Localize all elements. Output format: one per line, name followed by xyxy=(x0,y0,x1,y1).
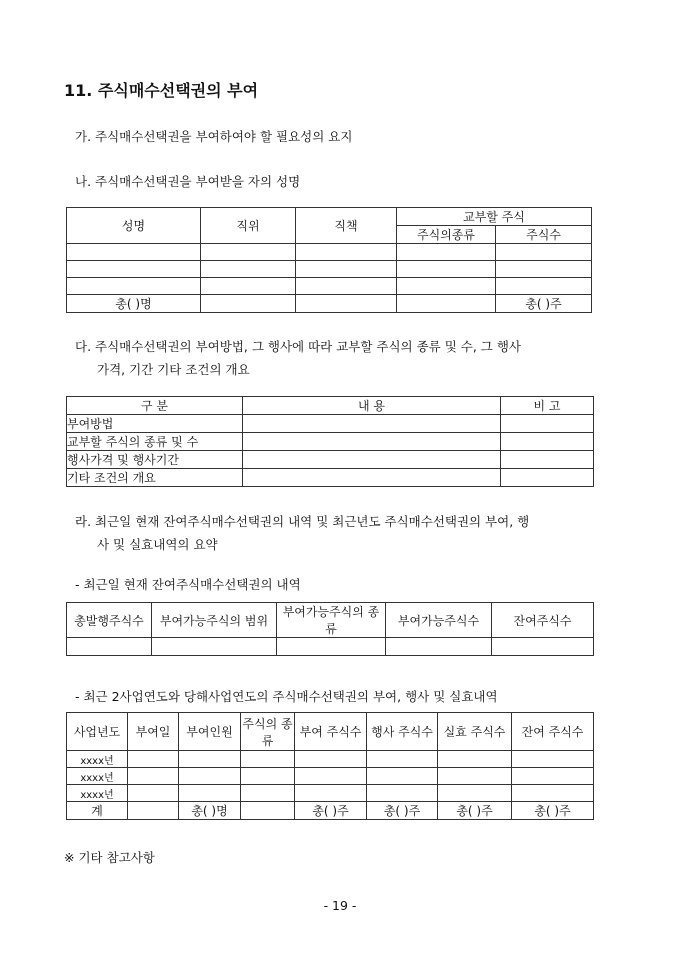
row-label: 행사가격 및 행사기간 xyxy=(67,451,243,469)
header: 부여가능주식의 종류 xyxy=(277,603,386,638)
total-people: 총( )명 xyxy=(179,802,241,820)
section-da xyxy=(75,335,521,381)
header: 잔여 주식수 xyxy=(512,713,594,751)
header: 사업년도 xyxy=(67,713,128,751)
remaining-options-table xyxy=(66,602,594,656)
header-share-count: 주식수 xyxy=(496,226,592,244)
section-na: 나. 주식매수선택권을 부여받을 자의 성명 xyxy=(75,174,301,189)
header: 부여일 xyxy=(128,713,179,751)
header-share-type: 주식의종류 xyxy=(397,226,496,244)
row-label: 기타 조건의 개요 xyxy=(67,469,243,487)
grant-method-table xyxy=(66,396,594,487)
total-expired: 총( )주 xyxy=(438,802,512,820)
header-category: 구 분 xyxy=(67,397,243,415)
total-granted: 총( )주 xyxy=(295,802,367,820)
note: ※ 기타 참고사항 xyxy=(64,850,155,865)
line: 가격, 기간 기타 조건의 개요 xyxy=(97,362,250,377)
year: xxxx년 xyxy=(67,785,128,802)
section-title: 11. 주식매수선택권의 부여 xyxy=(64,81,259,100)
total-people: 총( )명 xyxy=(67,295,201,313)
line: 라. 최근일 현재 잔여주식매수선택권의 내역 및 최근년도 주식매수선택권의 부여, 행 xyxy=(75,514,530,529)
header-shares: 교부할 주식 xyxy=(397,208,592,226)
subsection-remaining: - 최근일 현재 잔여주식매수선택권의 내역 xyxy=(75,577,301,592)
row-label: 부여방법 xyxy=(67,415,243,433)
header: 행사 주식수 xyxy=(367,713,438,751)
header-position: 직위 xyxy=(201,208,296,244)
header: 잔여주식수 xyxy=(492,603,594,638)
header: 부여 주식수 xyxy=(295,713,367,751)
header-role: 직책 xyxy=(296,208,397,244)
total-exercised: 총( )주 xyxy=(367,802,438,820)
total-shares: 총( )주 xyxy=(496,295,592,313)
total-remaining: 총( )주 xyxy=(512,802,594,820)
year: xxxx년 xyxy=(67,768,128,785)
total-label: 계 xyxy=(67,802,128,820)
header-content: 내 용 xyxy=(243,397,501,415)
header: 실효 주식수 xyxy=(438,713,512,751)
header: 총발행주식수 xyxy=(67,603,152,638)
header: 주식의 종류 xyxy=(241,713,295,751)
row-label: 교부할 주식의 종류 및 수 xyxy=(67,433,243,451)
page-number: - 19 - xyxy=(323,898,357,913)
header: 부여가능주식수 xyxy=(386,603,492,638)
header-name: 성명 xyxy=(67,208,201,244)
year: xxxx년 xyxy=(67,751,128,768)
section-ra xyxy=(75,510,529,556)
subsection-history: - 최근 2사업연도와 당해사업연도의 주식매수선택권의 부여, 행사 및 실효내역 xyxy=(75,689,498,704)
grant-history-table xyxy=(66,712,594,820)
grantee-table xyxy=(66,207,592,313)
section-ga: 가. 주식매수선택권을 부여하여야 할 필요성의 요지 xyxy=(75,129,353,144)
line: 사 및 실효내역의 요약 xyxy=(97,537,218,552)
header: 부여인원 xyxy=(179,713,241,751)
header: 부여가능주식의 범위 xyxy=(152,603,277,638)
line: 다. 주식매수선택권의 부여방법, 그 행사에 따라 교부할 주식의 종류 및 수, 그 행사 xyxy=(75,339,522,354)
header-remark: 비 고 xyxy=(501,397,594,415)
